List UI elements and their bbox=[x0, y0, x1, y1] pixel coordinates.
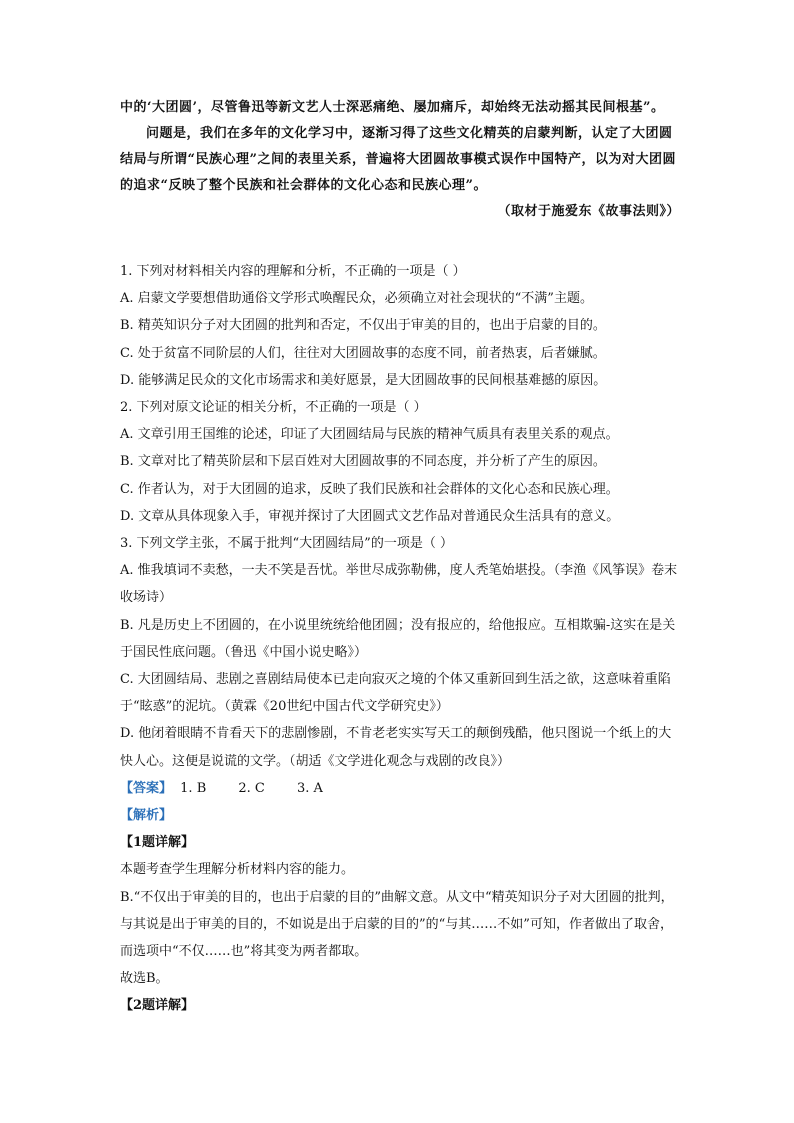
question-option: B. 精英知识分子对大团圆的批判和否定，不仅出于审美的目的，也出于启蒙的目的。 bbox=[120, 318, 606, 334]
analysis-label: 【解析】 bbox=[120, 808, 173, 824]
question-option: C. 大团圆结局、悲剧之喜剧结局使本已走向寂灭之境的个体又重新回到生活之欲，这意味着重陷于“眩惑”的泥坑。（黄霖《20世纪中国古代文学研究史》） bbox=[120, 672, 671, 715]
question-option: A. 惟我填词不卖愁，一夫不笑是吾忧。举世尽成弥勒佛，度人秃笔始堪投。（李渔《风筝误》卷末收场诗） bbox=[120, 563, 678, 606]
question-stem: 2. 下列对原文论证的相关分析，不正确的一项是（ ） bbox=[120, 400, 427, 416]
analysis-heading: 【2题详解】 bbox=[120, 998, 195, 1014]
answer-label: 【答案】 bbox=[120, 780, 173, 796]
question-option: D. 能够满足民众的文化市场需求和美好愿景，是大团圆故事的民间根基难撼的原因。 bbox=[120, 372, 607, 388]
answer-value: 1. B bbox=[180, 780, 207, 796]
question-stem: 1. 下列对材料相关内容的理解和分析，不正确的一项是（ ） bbox=[120, 264, 466, 279]
passage bbox=[120, 95, 680, 225]
question-option: C. 作者认为，对于大团圆的追求，反映了我们民族和社会群体的文化心态和民族心理。 bbox=[120, 481, 619, 497]
answer-value: 3. A bbox=[297, 780, 323, 796]
question-option: D. 他闭着眼睛不肯看天下的悲剧惨剧，不肯老老实实写天工的颠倒残酷，他只图说一个纸上的大快人心。这便是说谎的文学。（胡适《文学进化观念与戏剧的改良》） bbox=[120, 726, 672, 769]
question-option: B. 文章对比了精英阶层和下层百姓对大团圆故事的不同态度，并分析了产生的原因。 bbox=[120, 454, 606, 470]
passage-paragraph: 问题是，我们在多年的文化学习中，逐渐习得了这些文化精英的启蒙判断，认定了大团圆结局与所谓“民族心理”之间的表里关系，普遍将大团圆故事模式误作中国特产，以为对大团圆的追求“反映了整个民族和社会群体的文化心态和民族心理”。 bbox=[120, 126, 676, 193]
question-option: D. 文章从具体现象入手，审视并探讨了大团圆式文艺作品对普通民众生活具有的意义。 bbox=[120, 508, 620, 524]
answer-value: 2. C bbox=[238, 780, 265, 796]
questions-section bbox=[120, 258, 680, 1020]
question-option: B. 凡是历史上不团圆的，在小说里统统给他团圆；没有报应的，给他报应。互相欺骗-这实在是关于国民性底问题。（鲁迅《中国小说史略》） bbox=[120, 617, 676, 660]
question-option: C. 处于贫富不同阶层的人们，往往对大团圆故事的态度不同，前者热衷，后者嫌腻。 bbox=[120, 345, 606, 361]
question-option: A. 启蒙文学要想借助通俗文学形式唤醒民众，必须确立对社会现状的“不满”主题。 bbox=[120, 291, 593, 307]
passage-source: （取材于施爱东《故事法则》） bbox=[497, 204, 680, 219]
analysis-text: B.“不仅出于审美的目的，也出于启蒙的目的”曲解文意。从文中“精英知识分子对大团圆的批判，与其说是出于审美的目的，不如说是出于启蒙的目的”的“与其……不如”可知，作者做出了取舍，而选项中“不仅……也”将其变为两者都取。 bbox=[120, 889, 674, 960]
answer-line bbox=[120, 775, 680, 802]
passage-paragraph: 中的‘大团圆’，尽管鲁迅等新文艺人士深恶痛绝、屡加痛斥，却始终无法动摇其民间根基”。 bbox=[120, 100, 665, 115]
analysis-text: 本题考查学生理解分析材料内容的能力。 bbox=[120, 862, 355, 878]
question-stem: 3. 下列文学主张，不属于批判“大团圆结局”的一项是（ ） bbox=[120, 536, 453, 552]
analysis-text: 故选B。 bbox=[120, 971, 169, 987]
question-option: A. 文章引用王国维的论述，印证了大团圆结局与民族的精神气质具有表里关系的观点。 bbox=[120, 427, 619, 443]
analysis-heading: 【1题详解】 bbox=[120, 835, 195, 851]
